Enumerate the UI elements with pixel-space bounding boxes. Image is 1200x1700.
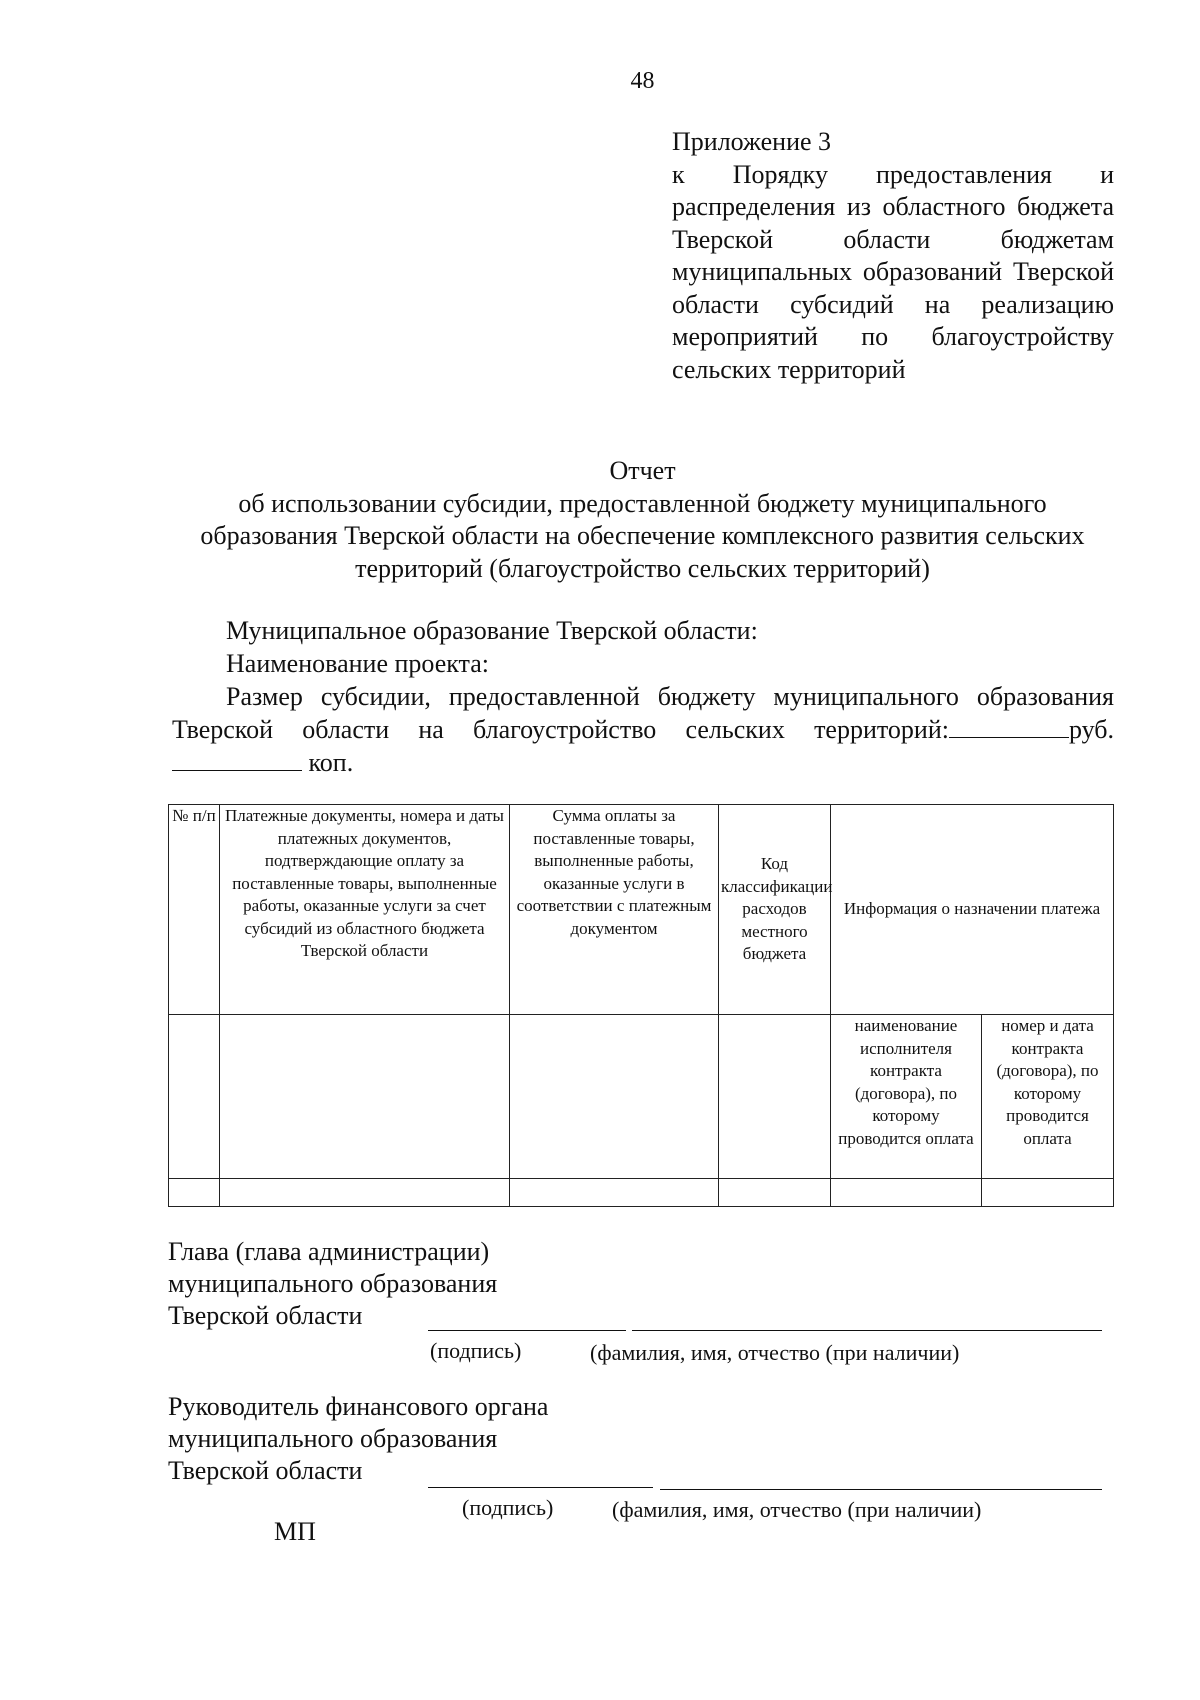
table-cell[interactable] [169,1179,220,1207]
head-signature-block [168,1236,497,1332]
header-sum: Сумма оплаты за поставленные товары, выполненные работы, оказанные услуги в соответствии с платежным документом [510,805,719,1015]
table-cell[interactable] [719,1179,831,1207]
report-fields [172,614,1114,779]
table-cell[interactable] [831,1179,982,1207]
finance-signature-label: (подпись) [462,1495,554,1520]
table-cell[interactable] [510,1179,719,1207]
subsidy-amount-label: Размер субсидии, предоставленной бюджету муниципального образования Тверской области на благоустройство сельских территорий: [172,682,1114,744]
finance-name-label: (фамилия, имя, отчество (при наличии) [612,1497,982,1522]
kop-label: коп. [308,748,354,777]
appendix-title: Приложение 3 [672,127,832,156]
table-cell[interactable] [982,1179,1114,1207]
finance-signature-block [168,1391,548,1487]
header-code: Код классификации расходов местного бюджета [719,805,831,1015]
head-title-line-3: Тверской области [168,1301,363,1330]
head-signature-label: (подпись) [430,1338,522,1363]
finance-title-line-3: Тверской области [168,1456,363,1485]
subsidy-amount-field [172,680,1114,779]
finance-title-line-1: Руководитель финансового органа [168,1392,549,1421]
header-contractor: наименование исполнителя контракта (договора), по которому проводится оплата [831,1015,982,1179]
finance-name-line[interactable] [660,1489,1102,1490]
rub-label: руб. [1068,715,1114,744]
table-row [169,1179,1114,1207]
municipality-field: Муниципальное образование Тверской области: [226,616,758,645]
cell-empty [719,1015,831,1179]
table-subheader-row [169,1015,1114,1179]
header-payment-docs: Платежные документы, номера и даты платежных документов, подтверждающие оплату за поставленные товары, выполненные работы, оказанные услуги за счет субсидий из областного бюджета Тверской области [220,805,510,1015]
report-heading [170,455,1115,585]
cell-empty [510,1015,719,1179]
finance-title-line-2: муниципального образования [168,1424,498,1453]
head-name-label: (фамилия, имя, отчество (при наличии) [590,1340,960,1365]
appendix-block [672,126,1114,386]
page-number: 48 [630,68,655,94]
kop-blank[interactable] [172,748,302,771]
head-title-line-2: муниципального образования [168,1269,498,1298]
project-name-field: Наименование проекта: [226,649,489,678]
report-title: Отчет [609,456,676,485]
cell-empty [169,1015,220,1179]
table-header-row [169,805,1114,1015]
stamp-placeholder: МП [274,1517,316,1546]
finance-signature-line[interactable] [428,1487,653,1488]
report-subtitle: об использовании субсидии, предоставленной бюджету муниципального образования Тверской области на обеспечение комплексного развития сельских территорий (благоустройство сельских территорий) [200,488,1085,583]
cell-empty [220,1015,510,1179]
header-num: № п/п [169,805,220,1015]
header-purpose: Информация о назначении платежа [831,805,1114,1015]
head-name-line[interactable] [632,1330,1102,1331]
head-signature-line[interactable] [428,1330,626,1331]
rub-blank[interactable] [949,715,1069,738]
table-cell[interactable] [220,1179,510,1207]
appendix-body: к Порядку предоставления и распределения из областного бюджета Тверской области бюджетам муниципальных образований Тверской области субсидий на реализацию мероприятий по благоустройству сельских территорий [672,159,1114,384]
header-contract-number: номер и дата контракта (договора), по которому проводится оплата [982,1015,1114,1179]
report-table [168,804,1114,1207]
head-title-line-1: Глава (глава администрации) [168,1237,490,1266]
